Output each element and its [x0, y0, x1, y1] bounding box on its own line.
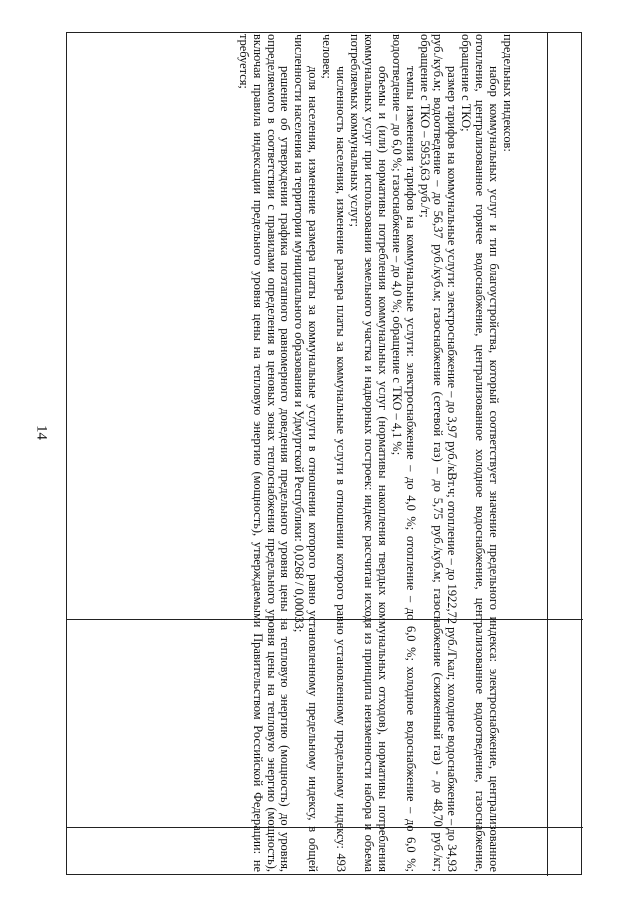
rotated-text-block [74, 34, 514, 872]
paragraph-volumes: объемы и (или) нормативы потребления коммунальных услуг (нормативы накопления твердых коммунальных отходов), нормативы потребления коммунальных услуг при использовании земельного участка и надворных построек: индекс рассчитан исходя из принципа неизменности набора и объема потребляемых коммунальных услуг; [348, 34, 390, 872]
paragraph-tariff-rates: темпы изменения тарифов на коммунальные услуги: электроснабжение – до 4,0 %; отопление – до 6,0 %; холодное водоснабжение – до 6,0 %; водоотведение – до 6,0 %; газоснабжение – до 4,0 %; обращение с ТКО – 4,1 %; [389, 34, 418, 872]
paragraph-population-share: доля населения, изменение размера платы за коммунальные услуги в отношении которого равно установленному предельному индексу, в общей численности населения на территории муниципального образования и Удмуртской Республики: 0,0268 / 0,00033; [292, 34, 321, 872]
paragraph-population-count: численность населения, изменение размера платы за коммунальные услуги в отношении которого равно установленному предельному индексу: 493 человек; [320, 34, 349, 872]
page-number: 14 [33, 425, 50, 440]
column-divider [547, 33, 548, 876]
paragraph-services-set: набор коммунальных услуг и тип благоустройства, который соответствует значение предельного индекса: электроснабжение, централизованное отопление, централизованное горячее водоснабжение, централизованное холодное водоснабжение, централизованное водоотведение, газоснабжение, обращение с ТКО; [459, 34, 502, 872]
paragraph-heat-price-decision: решение об утверждении графика поэтапного равномерного доведения предельного уровня цены на тепловую энергию (мощность) до уровня, определяемого в соответствии с правилами определения в ценовых зонах теплоснабжения предельного уровня цены на тепловую энергию (мощность), включая правила индексации предельного уровня цены на тепловую энергию (мощность), утверждаемыми Правительством Российской Федерации: не требуется; [236, 34, 293, 872]
paragraph-intro: предельных индексов: [501, 34, 515, 152]
paragraph-tariff-sizes: размер тарифов на коммунальные услуги: электроснабжение – до 3,97 руб./кВт.ч; отопление – до 1922,72 руб./Гкал; холодное водоснабжение – до 34,93 руб./куб.м; водоотведение – до 56,37 руб./куб.м; газоснабжение (сетевой газ) – до 5,75 руб./куб.м; газоснабжение (сжиженный газ) - до 48,70 руб./кг; обращение с ТКО – 5953,63 руб./т; [417, 34, 460, 872]
